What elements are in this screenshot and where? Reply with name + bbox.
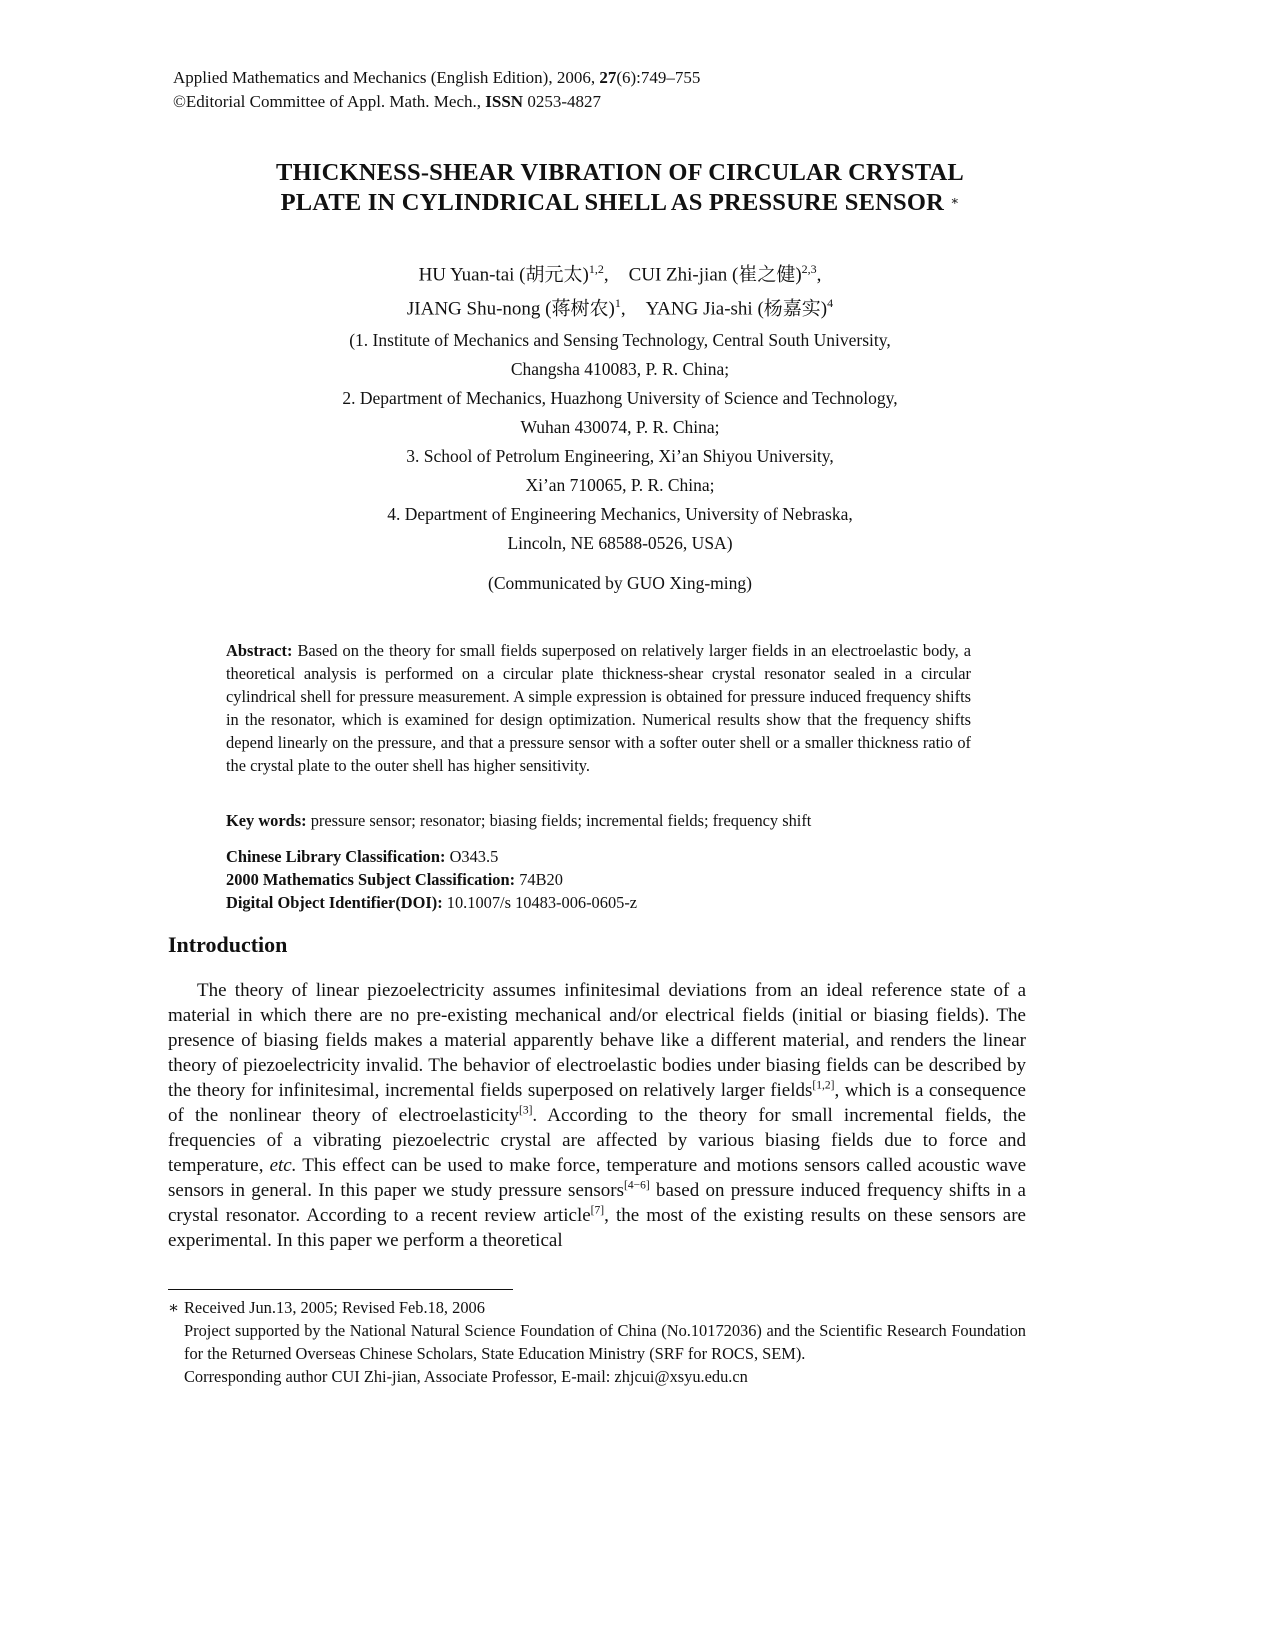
affiliation-line: 2. Department of Mechanics, Huazhong University of Science and Technology, <box>342 388 898 408</box>
author-affil-mark: 1,2 <box>588 262 604 276</box>
author-affil-mark: 1 <box>614 296 621 311</box>
abstract-text: Based on the theory for small fields superposed on relatively larger fields in an electroelastic body, a theoretical analysis is performed on a circular plate thickness-shear crystal resonator sealed in a circular cylindrical shell for pressure measurement. A simple expression is obtained for pressure induced frequency shifts in the resonator, which is examined for design optimization. Numerical results show that the frequency shifts depend linearly on the pressure, and that a pressure sensor with a softer outer shell or a smaller thickness ratio of the crystal plate to the outer shell has higher sensitivity. <box>226 641 971 775</box>
author-list <box>120 255 1120 324</box>
journal-volume: 27 <box>599 68 617 87</box>
footnote-corresponding: Corresponding author CUI Zhi-jian, Associate Professor, E-mail: zhjcui@xsyu.edu.cn <box>184 1367 748 1386</box>
issn-label: ISSN <box>485 92 524 111</box>
classification-block <box>226 845 637 914</box>
affiliation-line: 4. Department of Engineering Mechanics, University of Nebraska, <box>387 504 853 524</box>
keywords-label: Key words: <box>226 811 307 830</box>
author-name: YANG Jia-shi (杨嘉实) <box>645 298 828 320</box>
affiliation-line: Changsha 410083, P. R. China; <box>510 359 730 379</box>
author-line-1: HU Yuan-tai (胡元太)$^{1,2}$, CUI Zhi-jian (崔之健)$^{2,3}$, <box>418 262 822 286</box>
clc-line: Chinese Library Classification: O343.5 <box>226 847 499 866</box>
msc-line: 2000 Mathematics Subject Classification: 74B20 <box>226 870 563 889</box>
communicated-by: (Communicated by GUO Xing-ming) <box>488 573 752 593</box>
author-affil-mark: 2,3 <box>801 262 817 276</box>
affiliation-line: Xi’an 710065, P. R. China; <box>525 475 715 495</box>
citation: [4−6] <box>624 1179 650 1192</box>
footnote-project: Project supported by the National Natural Science Foundation of China (No.10172036) and the Scientific Research Foundation for the Returned Overseas Chinese Scholars, State Education Ministry (SRF for ROCS, SEM). <box>184 1321 1026 1363</box>
affiliation-line: Wuhan 430074, P. R. China; <box>520 417 720 437</box>
title-footnote-mark: ∗ <box>950 193 960 208</box>
affiliation-list <box>120 326 1120 558</box>
keywords <box>226 809 986 832</box>
author-name: JIANG Shu-nong (蒋树农) <box>406 298 615 320</box>
abstract-label: Abstract: <box>226 641 293 660</box>
doi-line: Digital Object Identifier(DOI): 10.1007/s 10483-006-0605-z <box>226 893 638 912</box>
author-affil-mark: 4 <box>827 296 834 311</box>
footnote-received: ∗ Received Jun.13, 2005; Revised Feb.18, 2006 <box>168 1298 485 1317</box>
author-name: CUI Zhi-jian (崔之健) <box>628 264 802 286</box>
footnote <box>168 1296 1026 1388</box>
author-name: HU Yuan-tai (胡元太) <box>418 264 589 286</box>
citation: [7] <box>590 1204 605 1217</box>
citation: [3] <box>518 1104 533 1117</box>
journal-copyright-line: ©Editorial Committee of Appl. Math. Mech., ISSN 0253-4827 <box>173 92 601 111</box>
affiliation-line: 3. School of Petrolum Engineering, Xi’an Shiyou University, <box>406 446 834 466</box>
introduction-heading: Introduction <box>168 932 288 957</box>
paper-title <box>120 158 1120 218</box>
affiliation-line: (1. Institute of Mechanics and Sensing Technology, Central South University, <box>349 330 891 350</box>
footnote-rule <box>168 1289 513 1290</box>
author-line-2: JIANG Shu-nong (蒋树农)$^1$, YANG Jia-shi (杨嘉实)$^4$ <box>406 296 834 320</box>
abstract <box>226 639 971 777</box>
citation: [1,2] <box>812 1079 835 1092</box>
introduction-paragraph: The theory of linear piezoelectricity assumes infinitesimal deviations from an ideal reference state of a material in which there are no pre-existing mechanical and/or electrical fields (initial or biasing fields). The presence of biasing fields makes a material apparently behave like a different material, and renders the linear theory of piezoelectricity invalid. The behavior of electroelastic bodies under biasing fields can be described by the theory for infinitesimal, incremental fields superposed on relatively larger fields[1,2], which is a consequence of the nonlinear theory of electroelasticity[3]. According to the theory for small incremental fields, the frequencies of a vibrating piezoelectric crystal are affected by various biasing fields due to force and temperature, etc. This effect can be used to make force, temperature and motions sensors called acoustic wave sensors in general. In this paper we study pressure sensors[4−6] based on pressure induced frequency shifts in a crystal resonator. According to a recent review article[7], the most of the existing results on these sensors are experimental. In this paper we perform a theoretical <box>168 980 1027 1251</box>
footnote-mark: ∗ <box>168 1298 180 1317</box>
keywords-text: pressure sensor; resonator; biasing fields; incremental fields; frequency shift <box>310 811 812 830</box>
affiliation-line: Lincoln, NE 68588-0526, USA) <box>507 533 733 553</box>
title-line-1: THICKNESS-SHEAR VIBRATION OF CIRCULAR CRYSTAL <box>276 159 964 186</box>
title-line-2: PLATE IN CYLINDRICAL SHELL AS PRESSURE SENSOR ∗ <box>280 189 960 216</box>
journal-citation-line: Applied Mathematics and Mechanics (English Edition), 2006, 27(6):749–755 <box>173 68 701 87</box>
journal-header <box>173 66 700 114</box>
